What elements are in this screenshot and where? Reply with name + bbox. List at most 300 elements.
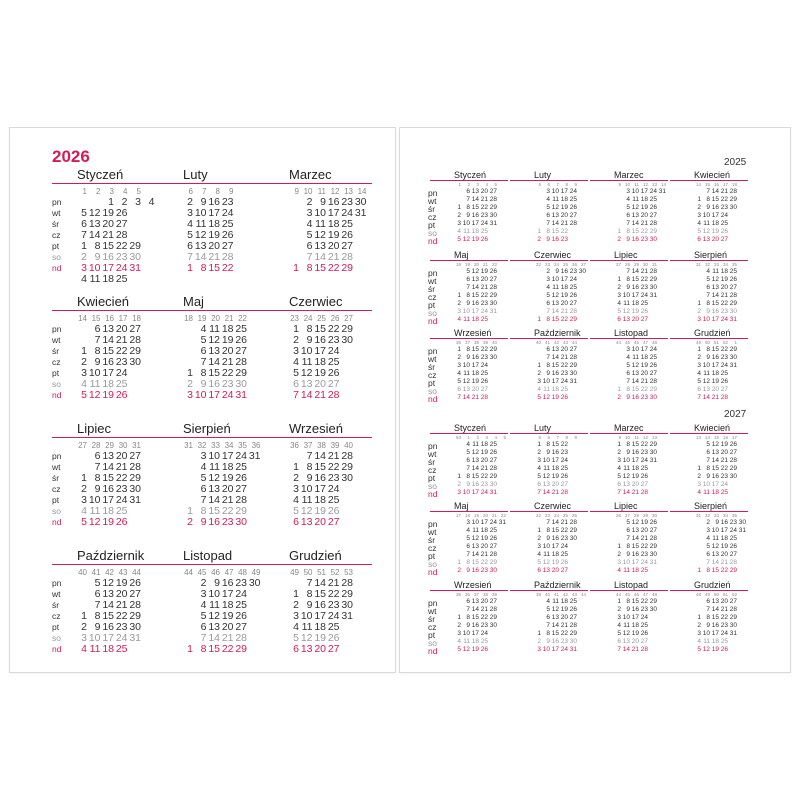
- day-number: 24: [480, 630, 488, 637]
- day-number: 7: [306, 577, 313, 589]
- month-underline: [52, 310, 160, 311]
- week-number: 47: [642, 592, 648, 597]
- week-number: 6: [547, 435, 550, 440]
- weekday-label: so: [428, 638, 437, 648]
- day-number: 7: [200, 632, 207, 644]
- weekday-label: so: [52, 506, 61, 516]
- day-number: 24: [327, 610, 340, 622]
- day-number: 2: [706, 519, 710, 526]
- day-number: 29: [129, 472, 141, 484]
- day-number: 18: [711, 370, 719, 377]
- day-number: 13: [300, 643, 313, 655]
- day-number: 14: [622, 646, 630, 653]
- week-number: 39: [491, 592, 497, 597]
- day-number: 14: [194, 251, 207, 263]
- month-name: Czerwiec: [289, 294, 343, 309]
- day-number: 27: [560, 481, 568, 488]
- day-number: 13: [711, 284, 719, 291]
- day-number: 10: [208, 588, 220, 600]
- day-number: 23: [235, 577, 247, 589]
- day-number: 25: [235, 461, 247, 473]
- day-number: 9: [626, 394, 630, 401]
- day-number: 27: [129, 450, 141, 462]
- weekday-label: cz: [428, 292, 437, 302]
- month-underline: [158, 437, 266, 438]
- weekday-label: cz: [52, 484, 61, 494]
- day-number: 20: [221, 621, 234, 633]
- day-number: 17: [631, 292, 639, 299]
- day-number: 23: [115, 356, 128, 368]
- day-number: 29: [489, 559, 497, 566]
- day-number: 16: [221, 577, 234, 589]
- day-number: 6: [187, 240, 193, 252]
- day-number: 15: [711, 196, 719, 203]
- week-number: 49: [251, 568, 261, 577]
- month-name: Luty: [534, 170, 552, 180]
- day-number: 27: [489, 276, 497, 283]
- day-number: 3: [81, 367, 87, 379]
- day-number: 1: [187, 505, 193, 517]
- day-number: 28: [221, 251, 234, 263]
- week-number: 22: [238, 314, 247, 323]
- week-number: 14: [704, 435, 710, 440]
- month-name: Marzec: [614, 423, 644, 433]
- week-number: 28: [624, 262, 630, 267]
- day-number: 25: [480, 370, 488, 377]
- day-number: 3: [306, 207, 313, 219]
- day-number: 31: [729, 630, 737, 637]
- day-number: 5: [293, 505, 299, 517]
- weekday-label: nd: [428, 316, 438, 326]
- day-number: 13: [102, 323, 114, 335]
- day-number: 17: [314, 345, 326, 357]
- week-number: 1: [82, 187, 87, 196]
- day-number: 7: [626, 378, 630, 385]
- day-number: 23: [560, 638, 568, 645]
- day-number: 14: [711, 457, 719, 464]
- day-number: 8: [546, 316, 550, 323]
- day-number: 22: [480, 473, 488, 480]
- week-number: 17: [455, 513, 461, 518]
- day-number: 27: [221, 240, 234, 252]
- day-number: 6: [617, 638, 621, 645]
- week-number: 47: [642, 340, 648, 345]
- day-number: 7: [626, 268, 630, 275]
- day-number: 16: [631, 449, 639, 456]
- day-number: 26: [649, 362, 657, 369]
- week-number: 35: [731, 513, 737, 518]
- day-number: 27: [235, 483, 247, 495]
- day-number: 25: [480, 638, 488, 645]
- day-number: 5: [94, 577, 101, 589]
- week-number: 33: [713, 513, 719, 518]
- week-number: 35: [455, 592, 461, 597]
- day-number: 19: [471, 646, 479, 653]
- day-number: 3: [546, 188, 550, 195]
- day-number: 19: [208, 229, 220, 241]
- weekday-label: wt: [52, 208, 61, 218]
- week-number: 36: [464, 592, 470, 597]
- day-number: 23: [569, 268, 577, 275]
- week-number: 22: [535, 262, 541, 267]
- day-number: 16: [711, 622, 719, 629]
- day-number: 18: [471, 638, 479, 645]
- day-number: 17: [631, 559, 639, 566]
- month-name: Luty: [534, 423, 552, 433]
- day-number: 2: [617, 606, 621, 613]
- day-number: 15: [208, 505, 220, 517]
- weekday-label: cz: [52, 357, 61, 367]
- day-number: 12: [711, 543, 719, 550]
- day-number: 28: [489, 606, 497, 613]
- day-number: 1: [537, 316, 541, 323]
- day-number: 13: [551, 300, 559, 307]
- day-number: 19: [115, 577, 128, 589]
- day-number: 12: [300, 632, 313, 644]
- day-number: 29: [341, 588, 353, 600]
- day-number: 19: [102, 516, 114, 528]
- week-number: 49: [704, 592, 710, 597]
- day-number: 29: [489, 204, 497, 211]
- day-number: 7: [187, 251, 193, 263]
- day-number: 20: [631, 481, 639, 488]
- day-number: 24: [221, 207, 234, 219]
- month-name: Czerwiec: [534, 250, 572, 260]
- day-number: 23: [115, 483, 128, 495]
- week-number: 44: [615, 592, 621, 597]
- weekday-label: pn: [52, 451, 62, 461]
- day-number: 14: [300, 389, 313, 401]
- day-number: 23: [480, 300, 488, 307]
- day-number: 22: [560, 362, 568, 369]
- day-number: 22: [327, 323, 340, 335]
- day-number: 29: [489, 292, 497, 299]
- day-number: 9: [626, 606, 630, 613]
- day-number: 31: [729, 316, 737, 323]
- day-number: 25: [569, 284, 577, 291]
- day-number: 19: [314, 632, 326, 644]
- day-number: 29: [649, 441, 657, 448]
- day-number: 23: [720, 308, 728, 315]
- day-number: 25: [327, 494, 340, 506]
- weekday-label: śr: [428, 362, 436, 372]
- day-number: 29: [569, 362, 577, 369]
- day-number: 8: [706, 614, 710, 621]
- day-number: 9: [626, 551, 630, 558]
- day-number: 16: [471, 300, 479, 307]
- day-number: 15: [471, 473, 479, 480]
- day-number: 11: [543, 386, 550, 393]
- day-number: 18: [640, 196, 648, 203]
- day-number: 14: [702, 394, 710, 401]
- day-number: 21: [640, 220, 648, 227]
- day-number: 8: [200, 505, 207, 517]
- week-number: 17: [722, 182, 728, 187]
- day-number: 13: [471, 457, 479, 464]
- weekday-label: nd: [52, 263, 62, 273]
- day-number: 1: [81, 610, 87, 622]
- day-number: 22: [115, 610, 128, 622]
- day-number: 10: [88, 632, 101, 644]
- year-title-2026: 2026: [52, 147, 90, 166]
- week-number: 4: [494, 435, 497, 440]
- day-number: 8: [626, 386, 630, 393]
- day-number: 3: [706, 527, 710, 534]
- day-number: 5: [706, 441, 710, 448]
- day-number: 5: [200, 610, 207, 622]
- day-number: 31: [569, 646, 577, 653]
- month-name: Wrzesień: [454, 580, 492, 590]
- day-number: 4: [617, 465, 621, 472]
- day-number: 15: [208, 643, 220, 655]
- weekday-label: wt: [52, 335, 61, 345]
- day-number: 13: [102, 588, 114, 600]
- day-number: 22: [560, 316, 568, 323]
- day-number: 17: [640, 188, 648, 195]
- day-number: 9: [200, 516, 207, 528]
- day-number: 17: [208, 389, 220, 401]
- month-underline: [264, 437, 372, 438]
- day-number: 10: [702, 316, 710, 323]
- day-number: 20: [480, 598, 488, 605]
- day-number: 2: [537, 449, 541, 456]
- day-number: 30: [649, 449, 657, 456]
- day-number: 16: [208, 378, 220, 390]
- day-number: 3: [457, 489, 461, 496]
- week-number: 9: [574, 435, 577, 440]
- day-number: 25: [720, 220, 728, 227]
- week-number: 9: [229, 187, 234, 196]
- month-underline: [510, 433, 588, 434]
- day-number: 13: [471, 543, 479, 550]
- day-number: 1: [697, 300, 701, 307]
- day-number: 1: [81, 472, 87, 484]
- day-number: 23: [720, 622, 728, 629]
- day-number: 23: [560, 449, 568, 456]
- day-number: 4: [466, 441, 470, 448]
- day-number: 6: [94, 323, 101, 335]
- day-number: 11: [472, 441, 479, 448]
- day-number: 29: [569, 527, 577, 534]
- weekday-label: pn: [428, 346, 438, 356]
- weekday-label: śr: [52, 346, 60, 356]
- day-number: 4: [148, 196, 155, 208]
- weekday-label: wt: [428, 527, 437, 537]
- day-number: 16: [102, 251, 114, 263]
- day-number: 20: [480, 543, 488, 550]
- day-number: 16: [102, 621, 114, 633]
- day-number: 2: [200, 577, 207, 589]
- week-number: 16: [722, 435, 728, 440]
- day-number: 9: [466, 212, 470, 219]
- day-number: 21: [640, 268, 648, 275]
- day-number: 25: [729, 268, 737, 275]
- day-number: 24: [560, 543, 568, 550]
- day-number: 15: [471, 204, 479, 211]
- day-number: 17: [327, 207, 340, 219]
- week-number: 15: [704, 182, 710, 187]
- day-number: 2: [457, 622, 461, 629]
- week-number: 35: [731, 262, 737, 267]
- day-number: 9: [320, 196, 326, 208]
- day-number: 13: [622, 638, 630, 645]
- day-number: 2: [617, 449, 621, 456]
- day-number: 1: [537, 630, 541, 637]
- day-number: 4: [697, 638, 701, 645]
- day-number: 11: [712, 268, 719, 275]
- day-number: 21: [720, 559, 728, 566]
- day-number: 4: [200, 461, 207, 473]
- day-number: 28: [327, 389, 340, 401]
- day-number: 18: [551, 386, 559, 393]
- day-number: 15: [102, 472, 114, 484]
- day-number: 23: [341, 196, 353, 208]
- week-number: 37: [464, 340, 470, 345]
- weekday-label: cz: [52, 611, 61, 621]
- day-number: 16: [631, 394, 639, 401]
- day-number: 16: [314, 472, 326, 484]
- day-number: 29: [489, 614, 497, 621]
- day-number: 18: [221, 461, 234, 473]
- day-number: 6: [94, 450, 101, 462]
- day-number: 5: [697, 228, 701, 235]
- week-number: 3: [485, 435, 488, 440]
- day-number: 3: [81, 632, 87, 644]
- day-number: 22: [560, 527, 568, 534]
- week-number: 6: [188, 187, 193, 196]
- day-number: 6: [200, 345, 207, 357]
- week-number: 12: [330, 187, 340, 196]
- day-number: 3: [537, 378, 541, 385]
- day-number: 6: [457, 386, 461, 393]
- day-number: 7: [466, 465, 470, 472]
- day-number: 23: [640, 236, 648, 243]
- day-number: 29: [729, 567, 737, 574]
- day-number: 4: [706, 535, 710, 542]
- day-number: 27: [640, 481, 648, 488]
- month-name: Czerwiec: [534, 501, 572, 511]
- day-number: 18: [720, 268, 728, 275]
- week-number: 19: [473, 513, 479, 518]
- day-number: 4: [537, 386, 541, 393]
- day-number: 8: [706, 567, 710, 574]
- day-number: 19: [471, 236, 479, 243]
- day-number: 18: [102, 378, 114, 390]
- week-number: 18: [184, 314, 193, 323]
- day-number: 23: [327, 472, 340, 484]
- day-number: 7: [706, 292, 710, 299]
- day-number: 23: [115, 251, 128, 263]
- day-number: 29: [569, 316, 577, 323]
- day-number: 14: [631, 535, 639, 542]
- day-number: 17: [711, 316, 719, 323]
- day-number: 1: [537, 441, 541, 448]
- day-number: 8: [94, 610, 101, 622]
- week-number: 44: [184, 568, 193, 577]
- day-number: 25: [720, 638, 728, 645]
- day-number: 5: [706, 543, 710, 550]
- week-number: 26: [615, 513, 621, 518]
- week-number: 13: [651, 435, 657, 440]
- day-number: 20: [314, 643, 326, 655]
- day-number: 7: [706, 559, 710, 566]
- day-number: 11: [301, 494, 313, 506]
- day-number: 20: [551, 567, 559, 574]
- day-number: 17: [471, 630, 479, 637]
- day-number: 5: [706, 276, 710, 283]
- day-number: 10: [462, 362, 470, 369]
- day-number: 11: [623, 300, 630, 307]
- month-underline: [430, 433, 508, 434]
- day-number: 28: [569, 519, 577, 526]
- day-number: 9: [626, 236, 630, 243]
- week-number: 33: [713, 262, 719, 267]
- month-underline: [430, 511, 508, 512]
- day-number: 7: [706, 606, 710, 613]
- day-number: 19: [720, 276, 728, 283]
- day-number: 1: [293, 323, 299, 335]
- day-number: 1: [457, 473, 461, 480]
- day-number: 4: [457, 370, 461, 377]
- week-number: 21: [491, 513, 497, 518]
- day-number: 2: [81, 251, 87, 263]
- day-number: 22: [720, 196, 728, 203]
- day-number: 18: [102, 643, 114, 655]
- day-number: 3: [697, 212, 701, 219]
- day-number: 10: [631, 346, 639, 353]
- day-number: 4: [697, 489, 701, 496]
- weekday-label: wt: [428, 354, 437, 364]
- day-number: 17: [102, 632, 114, 644]
- day-number: 8: [626, 543, 630, 550]
- day-number: 12: [462, 236, 470, 243]
- day-number: 1: [457, 346, 461, 353]
- day-number: 6: [94, 588, 101, 600]
- week-number: 20: [211, 314, 220, 323]
- month-underline: [264, 564, 372, 565]
- day-number: 5: [306, 229, 313, 241]
- day-number: 16: [631, 606, 639, 613]
- day-number: 2: [697, 204, 701, 211]
- day-number: 12: [208, 334, 220, 346]
- day-number: 4: [81, 643, 87, 655]
- day-number: 8: [306, 461, 313, 473]
- day-number: 5: [697, 646, 701, 653]
- day-number: 19: [631, 473, 639, 480]
- day-number: 7: [466, 196, 470, 203]
- day-number: 22: [327, 461, 340, 473]
- day-number: 1: [697, 567, 701, 574]
- day-number: 27: [729, 598, 737, 605]
- day-number: 26: [729, 441, 737, 448]
- day-number: 17: [208, 207, 220, 219]
- day-number: 25: [341, 218, 353, 230]
- day-number: 21: [115, 599, 128, 611]
- day-number: 8: [306, 588, 313, 600]
- day-number: 13: [711, 449, 719, 456]
- day-number: 14: [551, 308, 559, 315]
- day-number: 11: [209, 323, 220, 335]
- day-number: 30: [649, 284, 657, 291]
- day-number: 26: [569, 204, 577, 211]
- week-number: 2: [96, 187, 101, 196]
- day-number: 27: [489, 598, 497, 605]
- day-number: 3: [187, 389, 193, 401]
- week-number: 7: [202, 187, 207, 196]
- day-number: 2: [546, 268, 550, 275]
- week-number: 49: [695, 340, 701, 345]
- day-number: 16: [560, 268, 568, 275]
